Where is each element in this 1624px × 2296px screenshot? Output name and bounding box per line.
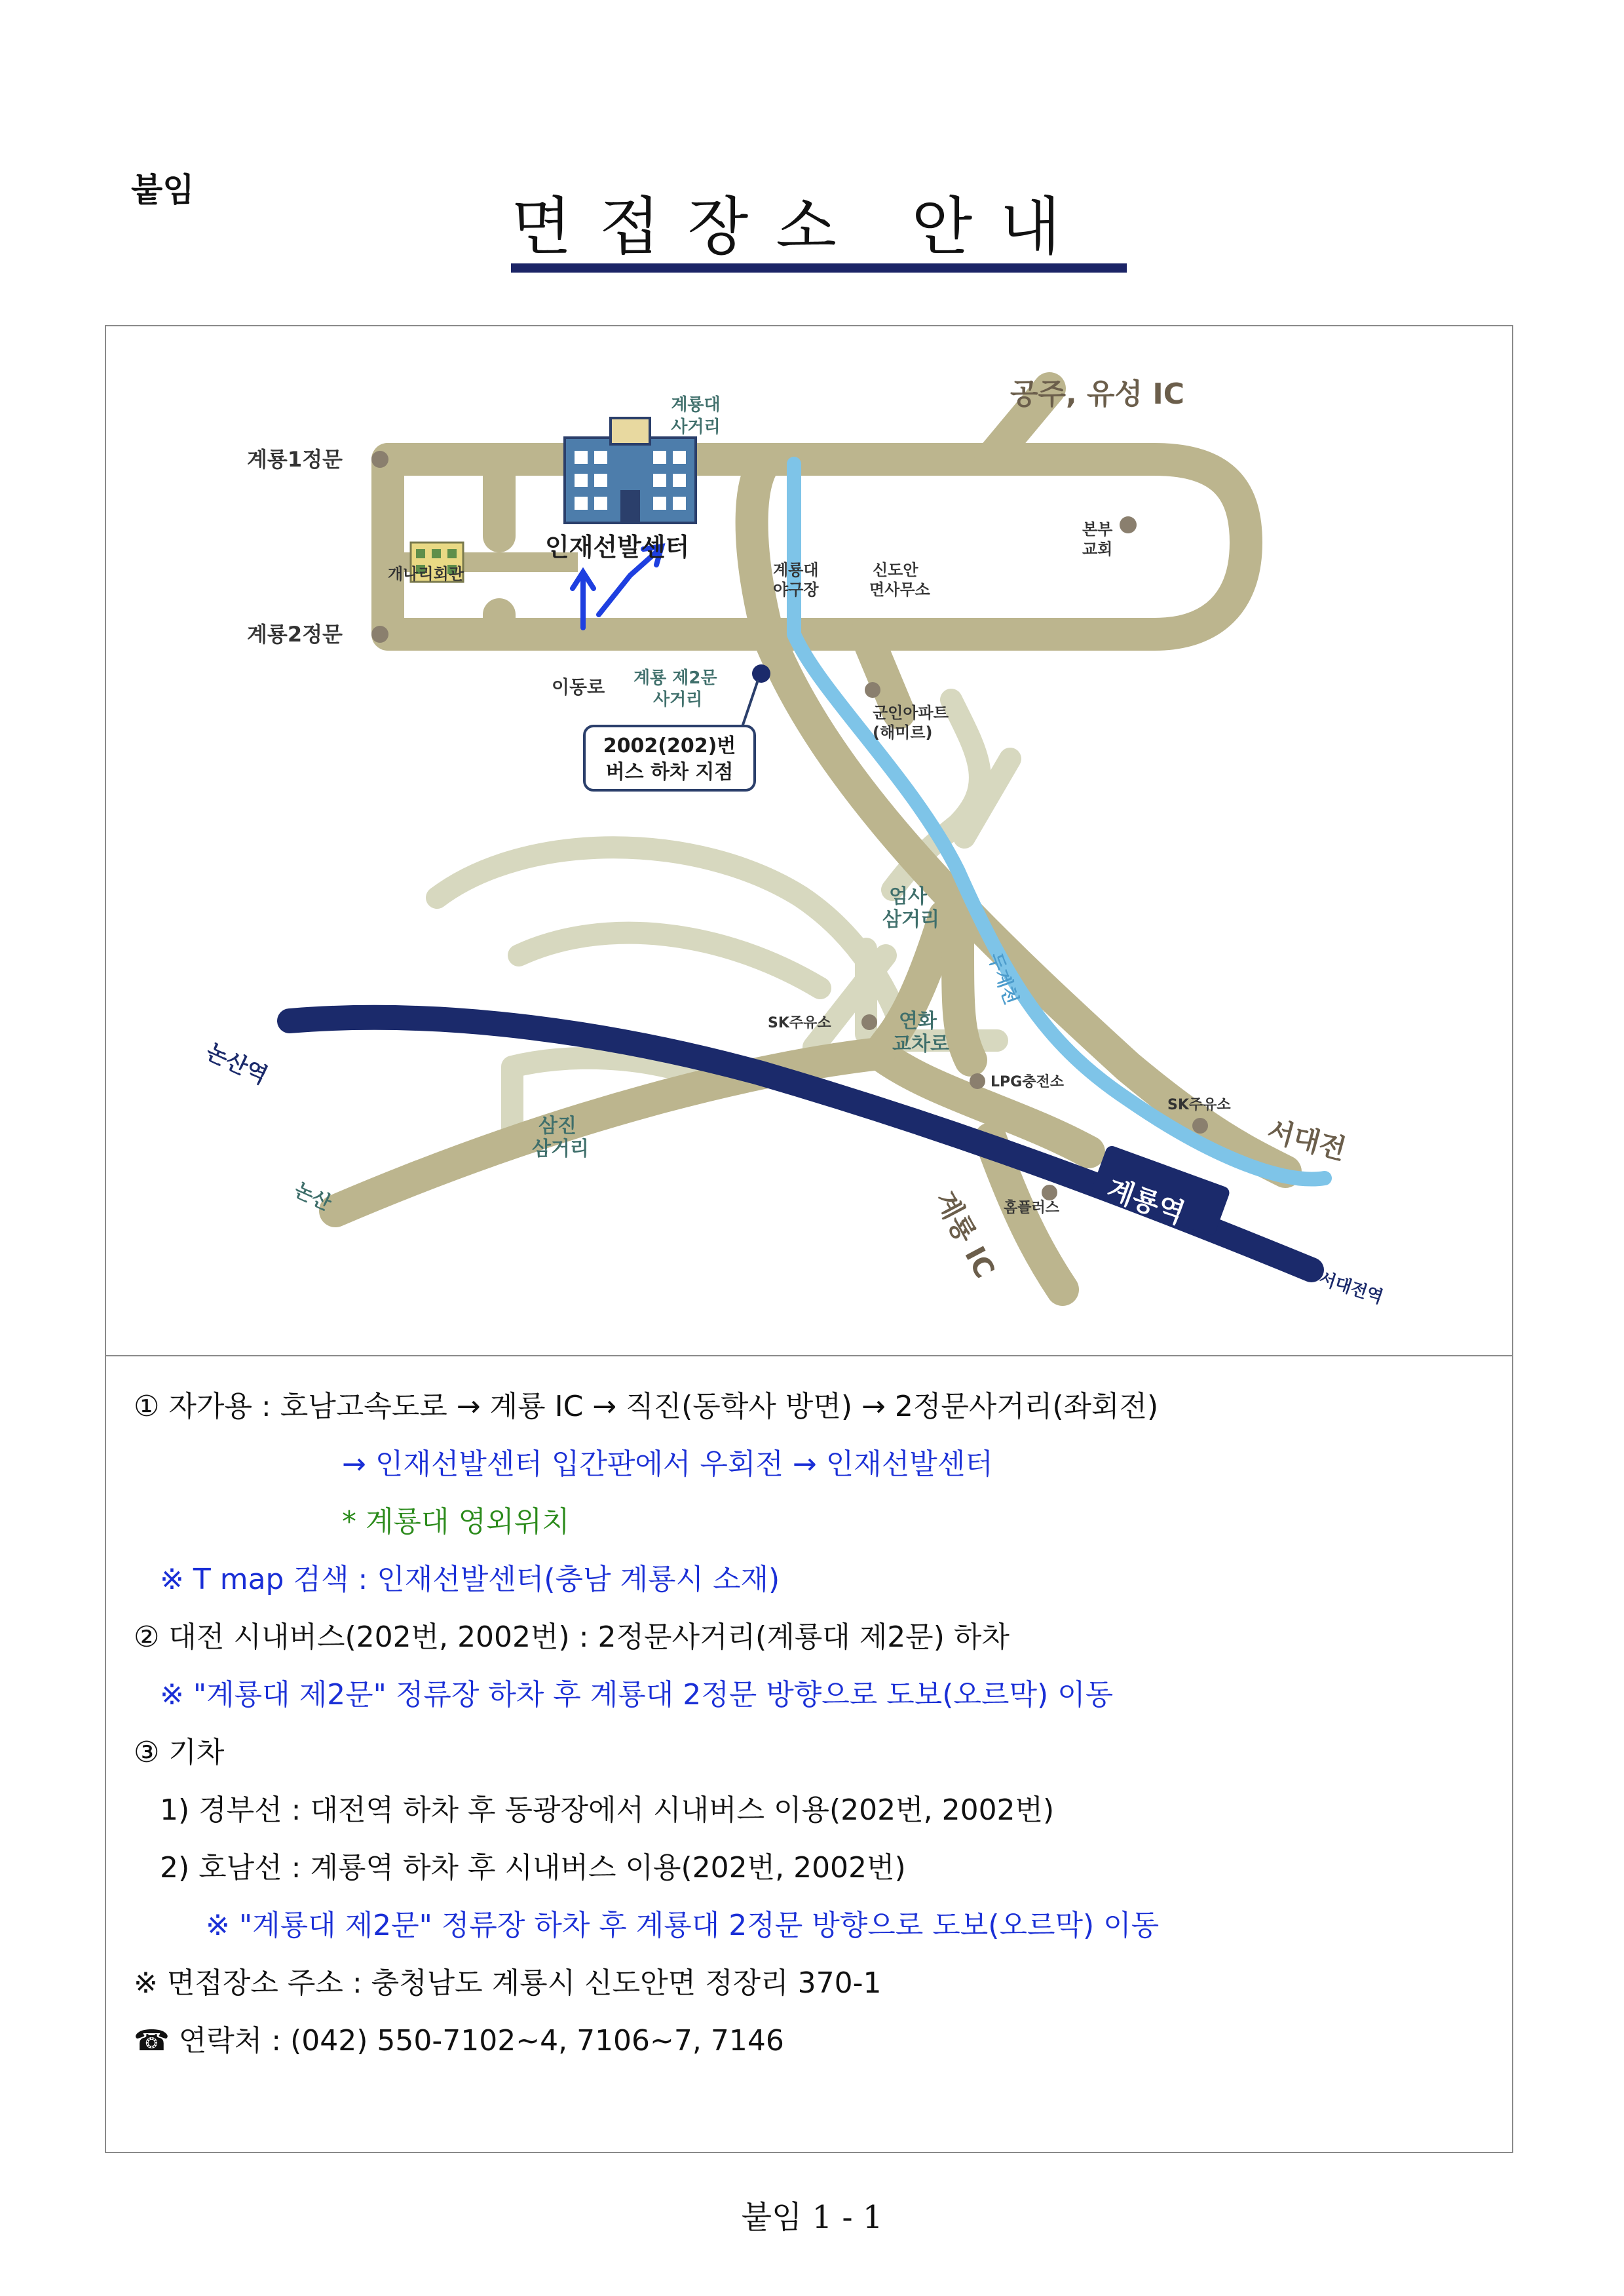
gate2-label: 계룡2정문 <box>247 622 343 647</box>
apt-point <box>865 682 880 698</box>
church-label-2: 교회 <box>1082 540 1113 558</box>
section-divider <box>106 1355 1512 1356</box>
seodaejeon-station-label: 서대전역 <box>1316 1269 1386 1308</box>
lpg-point <box>970 1073 985 1089</box>
nonsan-label: 논산 <box>290 1178 335 1215</box>
bus-note: ※ "계룡대 제2문" 정류장 하차 후 계룡대 2정문 방향으로 도보(오르막) 이동 <box>160 1678 1114 1712</box>
baseball-label-2: 야구장 <box>773 581 819 599</box>
lpg-label: LPG충전소 <box>991 1074 1064 1090</box>
gate1-label: 계룡1정문 <box>247 447 343 472</box>
river-label: 두계천 <box>984 949 1023 1008</box>
gongju-label: 공주, 유성 IC <box>1010 377 1185 411</box>
sk2-label: SK주유소 <box>1167 1097 1231 1113</box>
title-underline <box>511 263 1127 273</box>
page-title: 면접장소 안내 <box>511 190 1088 263</box>
page-footer: 붙임 1 - 1 <box>741 2199 883 2236</box>
samjin-label-2: 삼거리 <box>532 1138 589 1160</box>
car-directions: ① 자가용 : 호남고속도로 → 계룡 IC → 직진(동학사 방면) → 2정문사거리(좌회전) <box>134 1390 1159 1423</box>
content-frame <box>105 325 1513 2153</box>
tmap-note: ※ T map 검색 : 인재선발센터(충남 계룡시 소재) <box>160 1563 780 1596</box>
samjin-label-1: 삼진 <box>538 1115 576 1138</box>
homeplus-label: 홈플러스 <box>1004 1200 1060 1216</box>
seodaejeon-label: 서대전 <box>1264 1114 1350 1166</box>
train-heading: ③ 기차 <box>134 1736 225 1769</box>
apt-label-1: 군인아파트 <box>873 704 949 722</box>
sindoan-label-2: 면사무소 <box>869 581 930 599</box>
yeonhwa-label-1: 연화 <box>899 1010 937 1033</box>
sindoan-label-1: 신도안 <box>873 561 918 579</box>
idongro-label: 이동로 <box>552 676 605 698</box>
crossroad-label-2: 사거리 <box>671 417 721 437</box>
address: ※ 면접장소 주소 : 충청남도 계룡시 신도안면 정장리 370-1 <box>134 1966 882 2000</box>
apt-label-2: (해미르) <box>873 723 933 742</box>
sk1-point <box>861 1014 877 1030</box>
eomsa-label-1: 엄사 <box>889 885 927 908</box>
crossroad-label-1: 계룡대 <box>671 395 721 415</box>
gate2-point <box>371 626 388 643</box>
nonsan-station-label: 논산역 <box>202 1038 272 1090</box>
bus-directions: ② 대전 시내버스(202번, 2002번) : 2정문사거리(계룡대 제2문) 하차 <box>134 1620 1010 1654</box>
gyeryong-station-label: 계룡역 <box>1103 1172 1189 1231</box>
gate1-point <box>371 451 388 468</box>
car-directions-cont: → 인재선발센터 입간판에서 우회전 → 인재선발센터 <box>342 1447 993 1481</box>
homeplus-point <box>1042 1185 1057 1200</box>
attachment-label: 붙임 <box>131 171 195 209</box>
bus-stop-point <box>752 664 770 683</box>
sk2-point <box>1192 1118 1208 1134</box>
sk1-label: SK주유소 <box>768 1015 831 1031</box>
main-roads <box>335 389 1285 1290</box>
gate2cross-label-1: 계룡 제2문 <box>633 668 717 688</box>
gyeryong-ic-label: 계룡 IC <box>929 1185 1002 1284</box>
gate2cross-label-2: 사거리 <box>653 690 703 710</box>
eomsa-label-2: 삼거리 <box>882 908 939 931</box>
location-note: * 계룡대 영외위치 <box>342 1505 570 1539</box>
gaenari-label: 개나리회관 <box>388 565 464 583</box>
church-point <box>1120 516 1137 533</box>
bus-label-2: 버스 하차 지점 <box>605 761 734 784</box>
center-label: 인재선발센터 <box>545 533 690 562</box>
yeonhwa-label-2: 교차로 <box>892 1033 949 1056</box>
contact: ☎ 연락처 : (042) 550-7102~4, 7106~7, 7146 <box>134 2024 784 2057</box>
train-honam: 2) 호남선 : 계룡역 하차 후 시내버스 이용(202번, 2002번) <box>160 1851 906 1885</box>
train-note: ※ "계룡대 제2문" 정류장 하차 후 계룡대 2정문 방향으로 도보(오르막) 이동 <box>206 1909 1160 1942</box>
train-gyeongbu: 1) 경부선 : 대전역 하차 후 동광장에서 시내버스 이용(202번, 2002번) <box>160 1793 1055 1827</box>
location-map <box>106 326 1512 1355</box>
bus-label-1: 2002(202)번 <box>603 735 736 757</box>
baseball-label-1: 계룡대 <box>773 561 819 579</box>
directions <box>134 1378 1159 2070</box>
church-label-1: 본부 <box>1082 520 1113 539</box>
